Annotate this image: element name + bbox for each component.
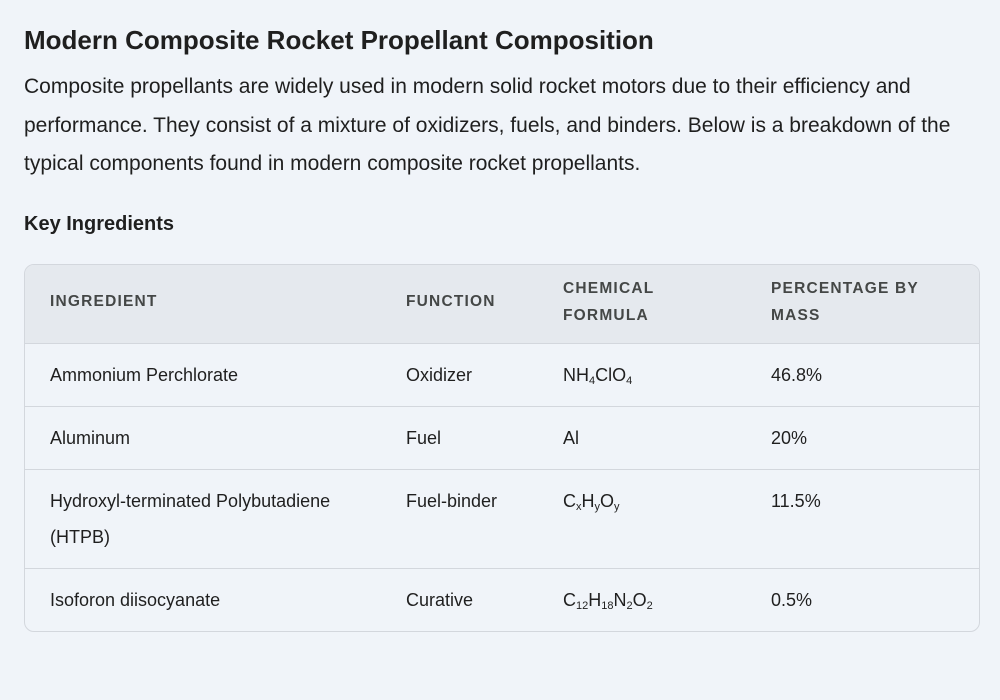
cell-ingredient: Hydroxyl-terminated Polybutadiene (HTPB) — [25, 469, 381, 568]
cell-formula — [538, 568, 746, 631]
table-row — [25, 343, 979, 406]
table-header — [25, 265, 979, 344]
formula-element: O — [600, 490, 615, 511]
formula-element: C — [563, 490, 576, 511]
ingredients-table-container — [24, 264, 980, 632]
cell-ingredient: Ammonium Perchlorate — [25, 343, 381, 406]
formula-subscript: 2 — [646, 599, 653, 612]
table-row — [25, 469, 979, 568]
intro-paragraph: Composite propellants are widely used in modern solid rocket motors due to their efficiency and performance. They consist of a mixture of oxidizers, fuels, and binders. Below is a breakdown of the typical components found in modern composite rocket propellants. — [24, 75, 951, 175]
formula-subscript: 18 — [601, 599, 614, 612]
cell-formula — [538, 469, 746, 568]
ingredients-table — [25, 265, 979, 631]
cell-formula — [538, 406, 746, 469]
formula-subscript: 4 — [589, 374, 596, 387]
formula-subscript: y — [594, 500, 600, 513]
table-row — [25, 568, 979, 631]
formula-subscript: 4 — [626, 374, 633, 387]
cell-function: Fuel — [381, 406, 538, 469]
cell-percentage: 20% — [746, 406, 979, 469]
formula-subscript: x — [576, 500, 582, 513]
formula-element: O — [632, 589, 647, 610]
formula-element: ClO — [595, 364, 627, 385]
table-row — [25, 406, 979, 469]
column-header-percentage: PERCENTAGE BY MASS — [746, 265, 979, 344]
formula-element: C — [563, 589, 576, 610]
formula-element: H — [588, 589, 602, 610]
cell-percentage: 0.5% — [771, 589, 813, 610]
document-content — [24, 0, 978, 632]
table-body — [25, 343, 979, 631]
formula-subscript: y — [614, 500, 620, 513]
formula-element: N — [613, 589, 627, 610]
formula-element: H — [581, 490, 595, 511]
cell-formula — [538, 343, 746, 406]
section-heading: Key Ingredients — [24, 212, 175, 235]
formula-element: Al — [563, 427, 580, 448]
cell-function: Oxidizer — [381, 343, 538, 406]
formula-element: NH — [563, 364, 589, 385]
cell-percentage: 46.8% — [746, 343, 979, 406]
table-header-row — [25, 265, 979, 344]
column-header-ingredient: INGREDIENT — [25, 265, 381, 344]
cell-ingredient: Isoforon diisocyanate — [50, 589, 221, 610]
formula-subscript: 12 — [576, 599, 589, 612]
column-header-function: FUNCTION — [381, 265, 538, 344]
cell-function: Curative — [406, 589, 474, 610]
formula-subscript: 2 — [626, 599, 633, 612]
cell-function: Fuel-binder — [381, 469, 538, 568]
cell-percentage: 11.5% — [746, 469, 979, 568]
cell-ingredient: Aluminum — [25, 406, 381, 469]
column-header-formula: CHEMICAL FORMULA — [538, 265, 746, 344]
page-title: Modern Composite Rocket Propellant Composition — [24, 25, 654, 55]
